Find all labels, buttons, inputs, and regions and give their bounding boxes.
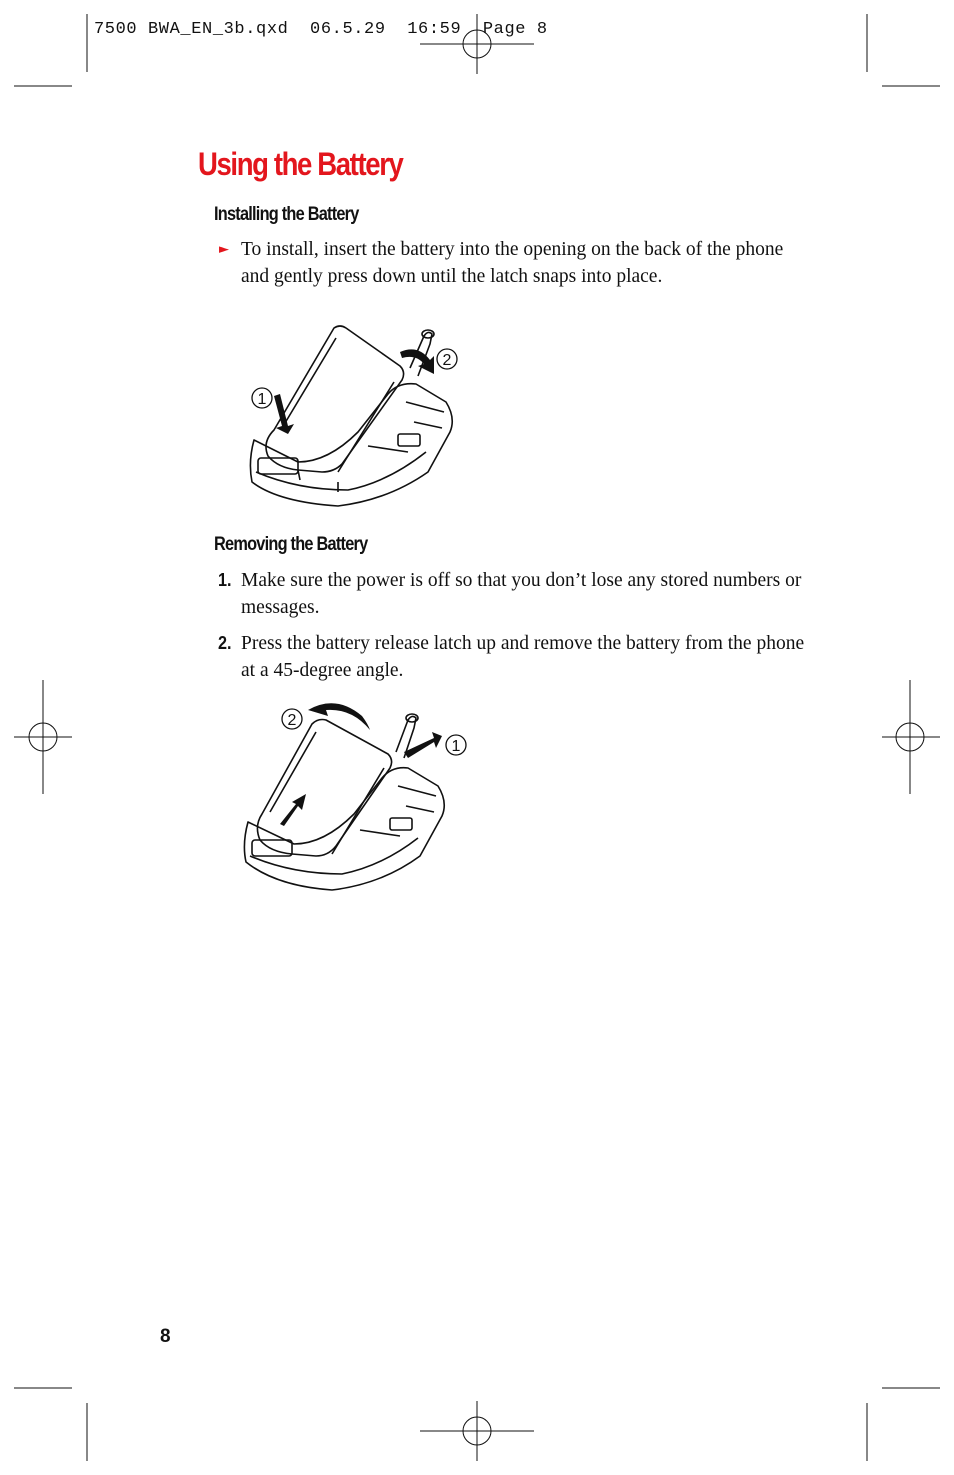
slug-line: 7500 BWA_EN_3b.qxd 06.5.29 16:59 Page 8	[94, 20, 548, 39]
svg-text:1: 1	[451, 738, 461, 755]
removing-heading: Removing the Battery	[214, 534, 368, 555]
bullet-arrow-icon: ►	[219, 242, 229, 257]
page-number: 8	[160, 1326, 171, 1347]
svg-text:1: 1	[257, 391, 267, 408]
step-text-1: Make sure the power is off so that you don’t lose any stored numbers or messages.	[241, 570, 802, 618]
svg-text:2: 2	[287, 712, 297, 729]
install-battery-illustration	[238, 322, 478, 512]
step-label-2-icon	[282, 709, 302, 729]
curved-arrow-icon	[308, 700, 370, 730]
registration-mark-left	[14, 680, 72, 794]
step-number-1: 1.	[218, 570, 232, 590]
step-text-2: Press the battery release latch up and remove the battery from the phone at a 45-degree angle.	[241, 633, 805, 681]
curved-arrow-icon	[400, 349, 434, 374]
installing-text: To install, insert the battery into the opening on the back of the phone and gently press down until the latch snaps into place.	[241, 239, 784, 287]
step-label-1-icon	[446, 735, 466, 755]
diagonal-arrow-icon	[404, 732, 442, 758]
page-title: Using the Battery	[198, 146, 403, 182]
registration-mark-bottom	[420, 1401, 534, 1461]
remove-battery-illustration	[236, 694, 476, 896]
installing-heading: Installing the Battery	[214, 204, 359, 225]
step-label-2-icon	[437, 349, 457, 369]
svg-text:2: 2	[442, 352, 452, 369]
registration-mark-right	[882, 680, 940, 794]
step-number-2: 2.	[218, 633, 232, 653]
registration-mark-top	[420, 14, 534, 74]
step-label-1-icon	[252, 388, 272, 408]
up-arrow-icon	[280, 794, 306, 826]
